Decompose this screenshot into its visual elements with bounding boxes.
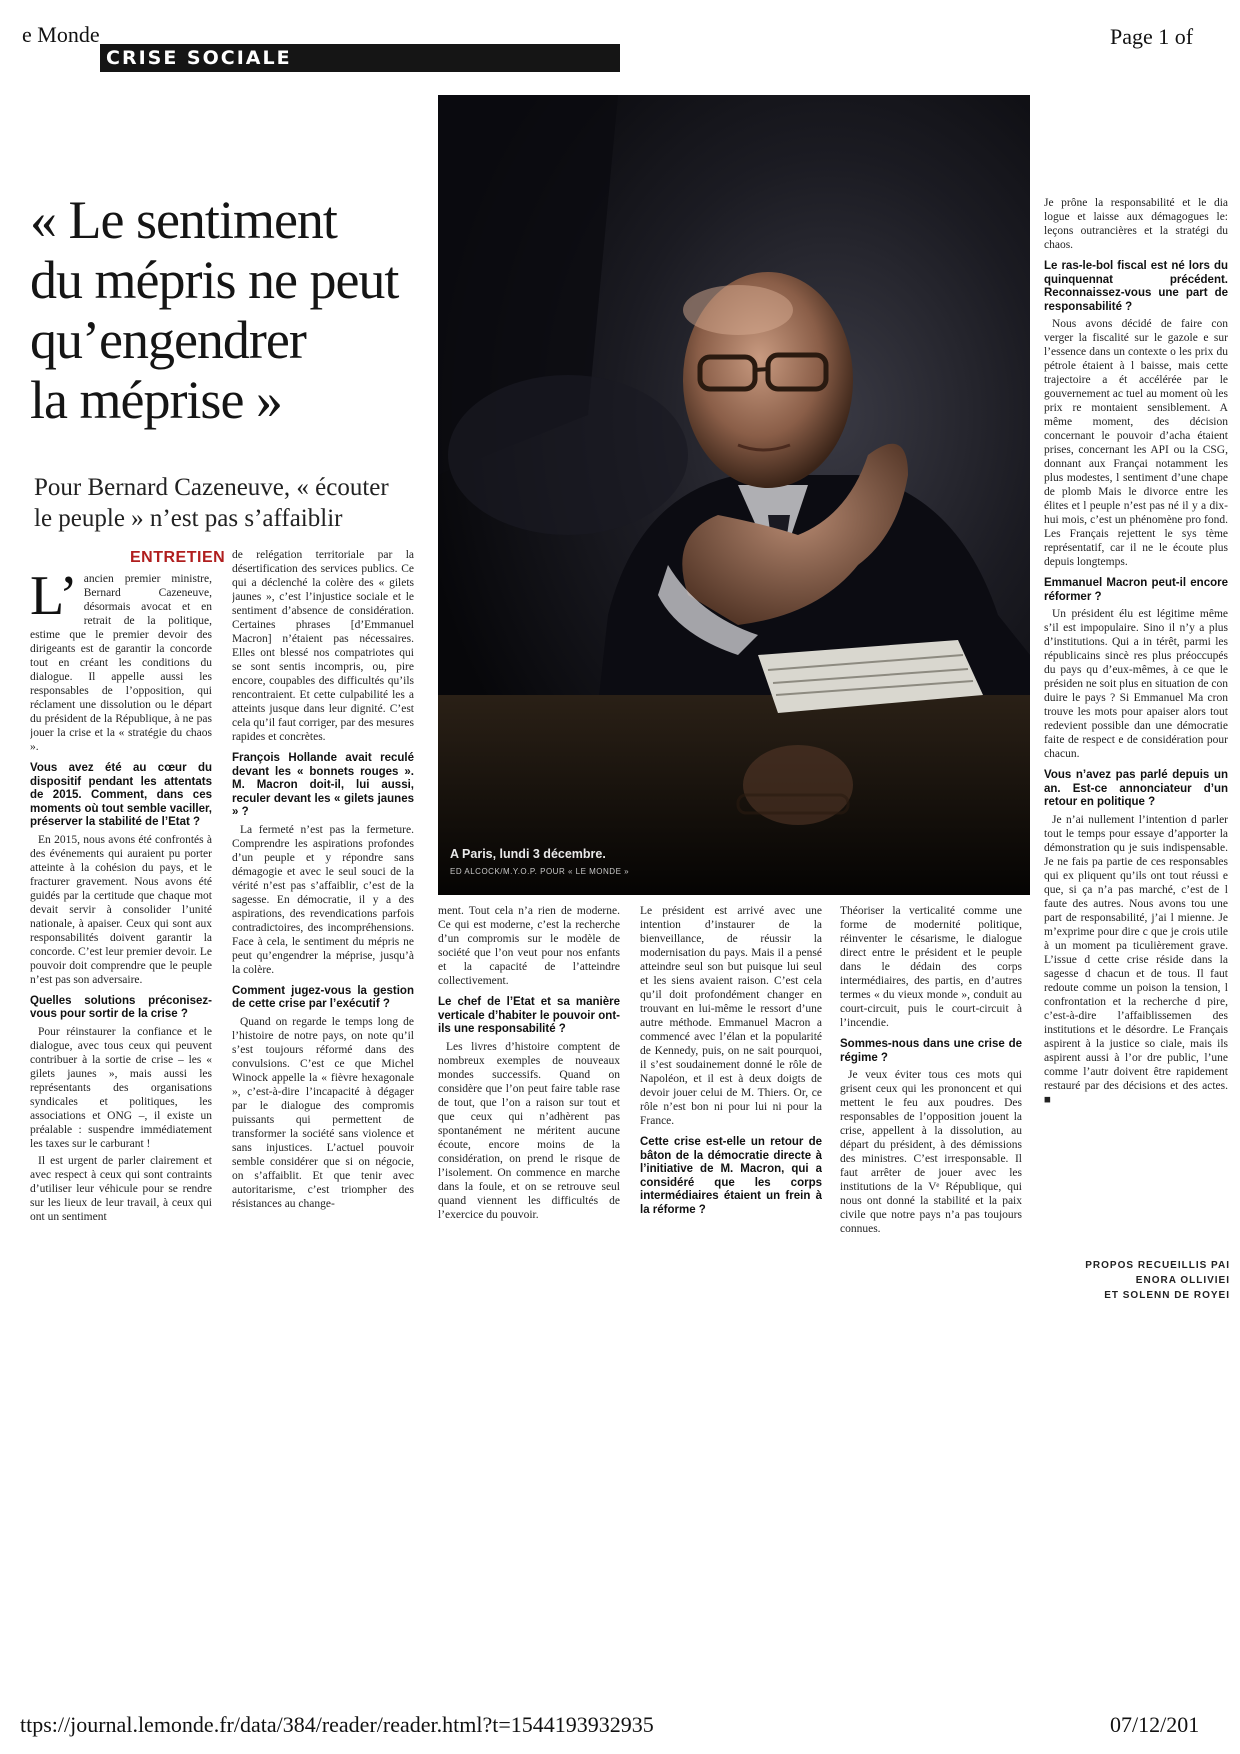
headline-line: « Le sentiment bbox=[30, 190, 337, 250]
lead-paragraph bbox=[30, 572, 212, 754]
body-paragraph: Théoriser la verticalité comme une forme de modernité politique, réinventer le césarisme, le dialogue direct entre le président et le peuple dans le dédain des corps intermédiaires, des partis, en d’autres termes « du vieux monde », conduit au court-circuit, puis le court-circuit à l’incendie. bbox=[840, 905, 1022, 1029]
body-paragraph: Je prône la responsabilité et le dia logue et laisse aux démagogues le: leçons outrancières et la stratégi du chaos. bbox=[1044, 197, 1228, 251]
byline-line: PROPOS RECUEILLIS PAI bbox=[1085, 1260, 1230, 1271]
answer-paragraph: Quand on regarde le temps long de l’histoire de notre pays, on note qu’il s’est toujours réformé dans des convulsions. C’est ce que Michel Winock appelle la « fièvre hexagonale », c’est-à-dire l’incapacité à dégager par le dialogue des compromis puissants qui permettent de transformer la société sans violence et sans injustices. L’actuel pouvoir semble considérer que si on négocie, on s’affaiblit. Et que tenir avec autoritarisme, c’est triompher des résistances au change- bbox=[232, 1015, 414, 1210]
column-1 bbox=[30, 572, 212, 1288]
question-heading: Emmanuel Macron peut-il encore réformer ? bbox=[1044, 577, 1228, 603]
byline-line: ET SOLENN DE ROYEI bbox=[1104, 1290, 1230, 1301]
headline-line: qu’engendrer bbox=[30, 310, 306, 370]
answer-paragraph: Les livres d’histoire comptent de nombreux exemples de nouveaux mondes successifs. Quand on considère que l’on peut faire table rase de tout, que l’on a raison sur tout et que ceux qui n’adhèrent pas spontanément ne méritent aucune écoute, encore moins de la considération, on prend le risque de l’isolement. On commence en marche dans la foule, et on se retrouve seul quand viennent les difficultés de l’exercice du pouvoir. bbox=[438, 1040, 620, 1221]
photo-caption: A Paris, lundi 3 décembre. bbox=[450, 847, 606, 861]
section-rubric: CRISE SOCIALE bbox=[100, 44, 620, 72]
dropcap: L’ bbox=[30, 572, 78, 627]
kicker-entretien: ENTRETIEN bbox=[130, 549, 226, 566]
footer-url: ttps://journal.lemonde.fr/data/384/reader/reader.html?t=1544193932935 bbox=[20, 1712, 654, 1737]
headline-line: du mépris ne peut bbox=[30, 250, 399, 310]
answer-paragraph: Nous avons décidé de faire con verger la fiscalité sur le gazole e sur l’essence dans un contexte o les prix du pétrole étaient à l baisse, mais cette trajectoire a ét accélérée par le gouvernement ac tuel au moment où les prix re montaient sensiblement. A même moment, des décision concernant le pouvoir d’acha étaient prises, concernant les API ou la CSG, donnant aux Françai notamment les plus modestes, l sentiment d’une chape de plomb Mais le divorce entre les élites et l peuple n’est pas né il y a dix-hui mois, c’est un phénomène pro fond. Les Français rejettent le sys tème représentatif, car il ne le écoute plus depuis longtemps. bbox=[1044, 318, 1228, 568]
answer-paragraph: La fermeté n’est pas la fermeture. Comprendre les aspirations profondes d’un peuple et y répondre sans démagogie et avec le seul souci de la vérité n’est pas s’affaiblir, c’est de la sagesse. En démocratie, il y a des aspirations, des revendications parfois contradictoires, des incompréhensions. Face à cela, le sentiment du mépris ne peut qu’engendrer la méprise, jusqu’à la colère. bbox=[232, 823, 414, 976]
body-paragraph: ment. Tout cela n’a rien de moderne. Ce qui est moderne, c’est la recherche d’un compromis sur le modèle de société que l’on veut pour nos enfants et la capacité de l’atteindre collectivement. bbox=[438, 905, 620, 987]
answer-paragraph: Il est urgent de parler clairement et avec respect à ceux qui sont contraints d’utiliser leur véhicule pour se rendre sur les lieux de leur travail, à ceux qui ont un sentiment bbox=[30, 1154, 212, 1223]
answer-paragraph: En 2015, nous avons été confrontés à des événements qui auraient pu porter atteinte à la cohésion du pays, et le fracturer gravement. Nous avons été guidés par la certitude que chaque mot devait servir à consolider l’unité nationale, à apaiser. Ceux qui sont aux responsabilités doivent garantir la concorde. C’est leur premier devoir. Le pouvoir doit comprendre que le peuple n’est pas son adversaire. bbox=[30, 833, 212, 986]
body-paragraph: Le président est arrivé avec une intention d’instaurer de la bienveillance, de réussir la modernisation du pays. Mais il a pensé atteindre seul son but puisque lui seul et les siens avaient raison. C’est cela qu’il doit profondément changer en trouvant en lui-même le ressort d’une autre méthode. Emmanuel Macron a commencé avec l’élan et la popularité de Kennedy, puis, on ne sait pourquoi, il s’est soudainement donné le rôle de Napoléon, et il est à deux doigts de devoir jouer celui de M. Thiers. Or, ce rôle n’est bon ni pour lui ni pour la France. bbox=[640, 905, 822, 1127]
standfirst-line: Pour Bernard Cazeneuve, « écouter bbox=[34, 474, 389, 501]
byline-line: ENORA OLLIVIEI bbox=[1135, 1275, 1230, 1286]
column-4 bbox=[640, 904, 822, 1288]
question-heading: Vous avez été au cœur du dispositif pendant les attentats de 2015. Comment, dans ces moments où tout semble vaciller, préserver la stabilité de l’Etat ? bbox=[30, 762, 212, 828]
standfirst bbox=[34, 472, 434, 534]
footer-date: 07/12/201 bbox=[1110, 1712, 1200, 1737]
question-heading: Vous n’avez pas parlé depuis un an. Est-ce annonciateur d’un retour en politique ? bbox=[1044, 769, 1228, 808]
answer-paragraph: Je veux éviter tous ces mots qui grisent ceux qui les prononcent et qui mettent le feu aux poudres. Des responsables de l’opposition jouent la crise, appellent à la dissolution, au départ du président, à des démissions des ministres. C’est irresponsable. Il faut arrêter de jouer avec les institutions de la Vᵉ République, qui nous ont donné la stabilité et la paix civile que notre pays n’a pas toujours connues. bbox=[840, 1069, 1022, 1235]
column-5 bbox=[840, 904, 1022, 1288]
question-heading: Le chef de l’Etat et sa manière verticale d’habiter le pouvoir ont-ils une responsabilité ? bbox=[438, 996, 620, 1035]
column-6 bbox=[1044, 196, 1228, 1256]
question-heading: Le ras-le-bol fiscal est né lors du quinquennat précédent. Reconnaissez-vous une part de responsabilité ? bbox=[1044, 260, 1228, 313]
answer-paragraph: Je n’ai nullement l’intention d parler tout le temps pour essaye d’apporter la démonstration qu je suis indispensable. Je ne fais pa partie de ces responsables qui ex pliquent qu’ils ont tout réussi e que, si ça n’a pas marché, c’est de l faute des autres. Nous avons tou une part de responsabilité, j’ai l mienne. Je m’exprime pour dire c que je crois utile à un moment pa ticulièrement grave. L’issue d cette crise réside dans la sagesse d chacun et de tous. Il faut redoute comme un poison la tension, l confrontation et la recherche d pire, c’est-à-dire l’affaiblissemen des institutions et le désordre. Le Français aspirent à la justice so ciale, mais ils aspirent aussi à l’or dre public, l’une comme l’autr doivent être rapidement restauré par des décisions et des actes. ■ bbox=[1044, 813, 1228, 1106]
column-2 bbox=[232, 548, 414, 1288]
question-heading: François Hollande avait reculé devant les « bonnets rouges ». M. Macron doit-il, lui aussi, reculer devant les « gilets jaunes » ? bbox=[232, 752, 414, 818]
photo-credit: ED ALCOCK/M.Y.O.P. POUR « LE MONDE » bbox=[450, 867, 630, 876]
body-paragraph: de relégation territoriale par la désertification des services publics. Ce qui a déclenché la colère des « gilets jaunes », c’est l’injustice sociale et le sentiment d’absence de considération. Certaines phrases [d’Emmanuel Macron] n’étaient pas nécessaires. Elles ont blessé nos compatriotes qui se sont sentis incompris, ou, pire encore, coupables des difficultés qu’ils rencontraient. Et cette culpabilité les a atteints jusque dans leur dignité. C’est cela qu’il faut corriger, par des mesures rapides et concrètes. bbox=[232, 549, 414, 743]
column-3 bbox=[438, 904, 620, 1288]
question-heading: Cette crise est-elle un retour de bâton de la démocratie directe à l’initiative de M. Macron, qui a considéré que les corps intermédiaires étaient un frein à la réforme ? bbox=[640, 1136, 822, 1216]
answer-paragraph: Un président élu est légitime même s’il est impopulaire. Sino il n’y a plus d’institutions. Qui a in térêt, parmi les républicains sincè res plus préoccupés du pays qu d’eux-mêmes, à ce que le présiden ne soit plus en situation de con duire le pays ? Si Emmanuel Ma cron trouve les mots pour apaiser alors tout redevient possible dan une démocratie faite de respect e de considération pour chacun. bbox=[1044, 608, 1228, 760]
question-heading: Comment jugez-vous la gestion de cette crise par l’exécutif ? bbox=[232, 984, 414, 1010]
portrait-photo bbox=[438, 95, 1030, 895]
question-heading: Quelles solutions préconisez-vous pour sortir de la crise ? bbox=[30, 994, 212, 1020]
answer-paragraph: Pour réinstaurer la confiance et le dialogue, avec tous ceux qui peuvent contribuer à la sortie de crise – les « gilets jaunes », mais aussi les représentants des organisations syndicales et politiques, les associations et ONG –, il existe un préalable : suspendre immédiatement les taxes sur le carburant ! bbox=[30, 1025, 212, 1150]
headline bbox=[30, 190, 440, 430]
question-heading: Sommes-nous dans une crise de régime ? bbox=[840, 1038, 1022, 1064]
byline-signoff bbox=[1044, 1258, 1230, 1303]
portrait-illustration bbox=[438, 95, 1030, 895]
lead-text: ancien premier ministre, Bernard Cazeneuve, désormais avocat et en retrait de la politique, estime que le premier devoir des dirigeants est de garantir la concorde tout en créant les conditions du dialogue. Il appelle aussi les responsables de l’opposition, qui réclament une dissolution ou le départ du président de la République, à ne pas jouer la crise et la « stratégie du chaos ». bbox=[30, 573, 212, 753]
print-header-page: Page 1 of bbox=[1110, 24, 1194, 49]
standfirst-line: le peuple » n’est pas s’affaiblir bbox=[34, 505, 343, 532]
print-header-source: e Monde bbox=[22, 22, 100, 47]
headline-line: la méprise » bbox=[30, 370, 282, 430]
